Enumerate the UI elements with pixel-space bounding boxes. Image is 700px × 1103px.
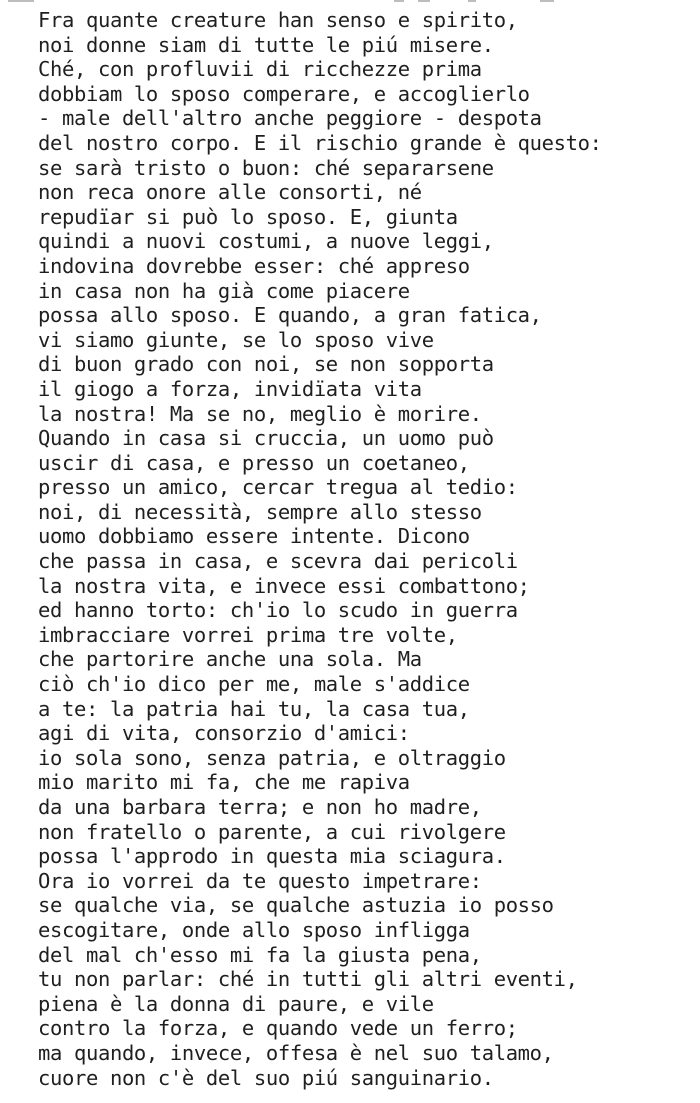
poem-text xyxy=(38,8,602,1090)
poem-line: uscir di casa, e presso un coetaneo, xyxy=(38,450,470,475)
poem-line: Ché, con profluvii di ricchezze prima xyxy=(38,57,482,82)
poem-line: il giogo a forza, invidïata vita xyxy=(38,376,422,401)
poem-line: che passa in casa, e scevra dai pericoli xyxy=(38,549,518,574)
poem-line: Fra quante creature han senso e spirito, xyxy=(38,8,518,32)
poem-line: Ora io vorrei da te questo impetrare: xyxy=(38,868,482,893)
poem-line: io sola sono, senza patria, e oltraggio xyxy=(38,745,506,770)
poem-line: del mal ch'esso mi fa la giusta pena, xyxy=(38,942,482,967)
poem-line: mio marito mi fa, che me rapiva xyxy=(38,770,410,795)
poem-line: vi siamo giunte, se lo sposo vive xyxy=(38,327,434,352)
poem-line: in casa non ha già come piacere xyxy=(38,278,410,303)
poem-line: noi, di necessità, sempre allo stesso xyxy=(38,499,482,524)
poem-line: quindi a nuovi costumi, a nuove leggi, xyxy=(38,229,494,254)
poem-line: repudïar si può lo sposo. E, giunta xyxy=(38,204,458,229)
poem-line: contro la forza, e quando vede un ferro; xyxy=(38,1016,518,1041)
poem-line: piena è la donna di paure, e vile xyxy=(38,991,434,1016)
poem-line: presso un amico, cercar tregua al tedio: xyxy=(38,475,518,500)
poem-line: da una barbara terra; e non ho madre, xyxy=(38,795,482,819)
poem-line: se qualche via, se qualche astuzia io posso xyxy=(38,893,554,918)
poem-line: non fratello o parente, a cui rivolgere xyxy=(38,819,506,844)
poem-line: imbracciare vorrei prima tre volte, xyxy=(38,622,458,647)
poem-line: escogitare, onde allo sposo infligga xyxy=(38,917,470,942)
poem-line: ciò ch'io dico per me, male s'addice xyxy=(38,672,470,697)
poem-line: se sarà tristo o buon: ché separarsene xyxy=(38,155,494,180)
poem-line: - male dell'altro anche peggiore - despota xyxy=(38,106,542,131)
poem-line: uomo dobbiamo essere intente. Dicono xyxy=(38,524,470,549)
poem-line: la nostra vita, e invece essi combattono; xyxy=(38,573,530,598)
poem-line: tu non parlar: ché in tutti gli altri eventi, xyxy=(38,967,578,992)
poem-line: possa l'approdo in questa mia sciagura. xyxy=(38,844,506,869)
poem-line: ma quando, invece, offesa è nel suo talamo, xyxy=(38,1040,554,1065)
poem-line: di buon grado con noi, se non sopporta xyxy=(38,352,494,377)
cropped-previous-line xyxy=(0,0,700,3)
poem-line: Quando in casa si cruccia, un uomo può xyxy=(38,426,494,451)
poem-line: dobbiam lo sposo comperare, e accoglierlo xyxy=(38,81,530,106)
poem-line: non reca onore alle consorti, né xyxy=(38,180,422,205)
poem-line: noi donne siam di tutte le piú misere. xyxy=(38,32,494,57)
poem-line: la nostra! Ma se no, meglio è morire. xyxy=(38,401,482,426)
poem-line: ed hanno torto: ch'io lo scudo in guerra xyxy=(38,598,518,623)
poem-line: a te: la patria hai tu, la casa tua, xyxy=(38,696,470,721)
poem-line: possa allo sposo. E quando, a gran fatica, xyxy=(38,303,542,328)
poem-line: che partorire anche una sola. Ma xyxy=(38,647,422,672)
poem-line: del nostro corpo. E il rischio grande è questo: xyxy=(38,130,602,155)
poem-line: indovina dovrebbe esser: ché appreso xyxy=(38,253,470,278)
poem-line: cuore non c'è del suo piú sanguinario. xyxy=(38,1065,494,1090)
poem-line: agi di vita, consorzio d'amici: xyxy=(38,721,410,746)
